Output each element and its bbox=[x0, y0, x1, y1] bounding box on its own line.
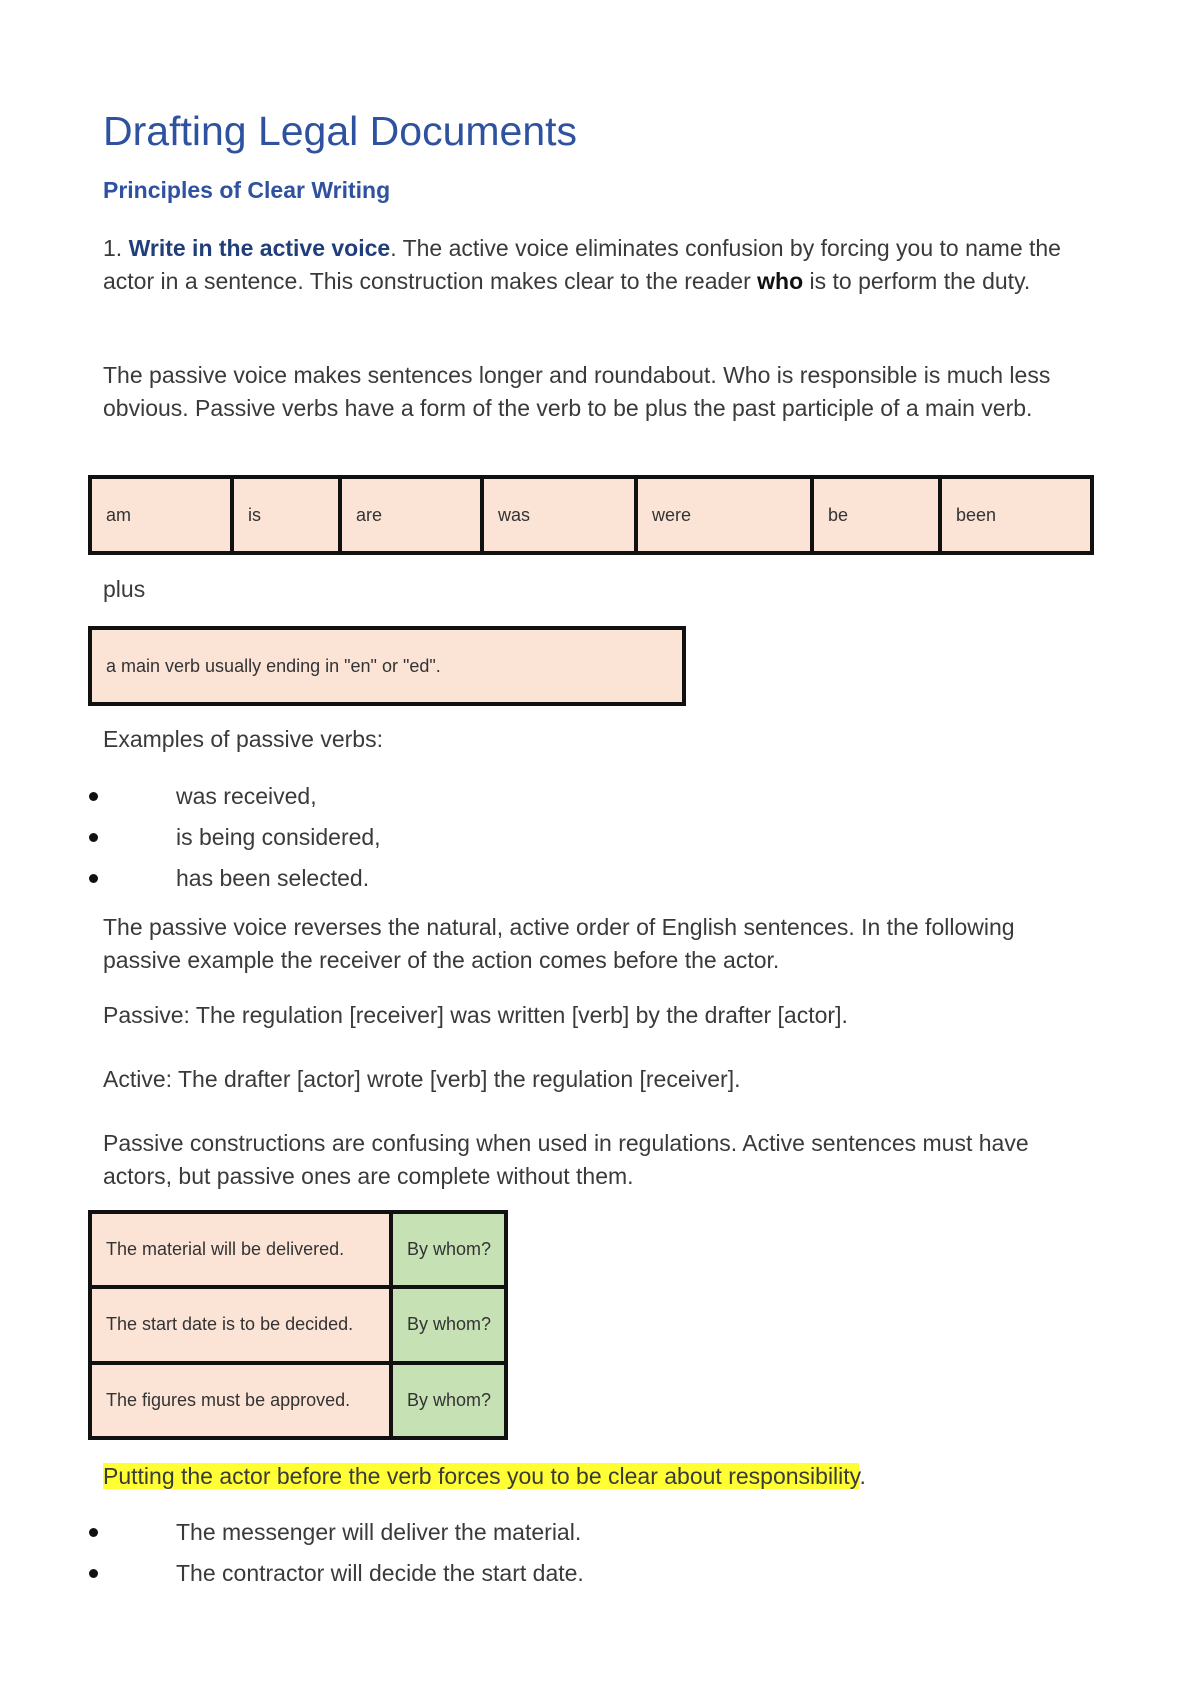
principle-lead: Write in the active voice bbox=[128, 235, 391, 261]
passive-sentence-cell: The material will be delivered. bbox=[90, 1212, 391, 1287]
list-item-text: is being considered, bbox=[176, 824, 381, 850]
passive-explanation: The passive voice makes sentences longer and roundabout. Who is responsible is much less obvious. Passive verbs have a form of the verb to be plus the past participle of a main verb. bbox=[103, 362, 1051, 421]
list-item-text: The messenger will deliver the material. bbox=[176, 1519, 582, 1545]
by-whom-table bbox=[88, 1210, 508, 1440]
to-be-cell: been bbox=[940, 477, 1092, 553]
to-be-cell: is bbox=[232, 477, 340, 553]
question-cell: By whom? bbox=[391, 1287, 506, 1362]
to-be-cell: be bbox=[812, 477, 940, 553]
table-row bbox=[90, 1363, 506, 1438]
table-row bbox=[90, 1287, 506, 1362]
passive-sentence-cell: The figures must be approved. bbox=[90, 1363, 391, 1438]
intro-text-1: . The active voice eliminates confusion by forcing you to name the actor in a sentence. This construction makes clear to the reader bbox=[103, 235, 1061, 294]
bullet-icon bbox=[89, 874, 98, 883]
examples-heading: Examples of passive verbs: bbox=[103, 726, 383, 752]
document-title: Drafting Legal Documents bbox=[103, 108, 578, 154]
main-verb-cell: a main verb usually ending in "en" or "ed". bbox=[90, 628, 684, 704]
question-cell: By whom? bbox=[391, 1212, 506, 1287]
intro-paragraph bbox=[103, 232, 1093, 297]
list-item-text: was received, bbox=[176, 783, 317, 809]
bullet-icon bbox=[89, 1569, 98, 1578]
intro-emphasis: who bbox=[757, 267, 804, 294]
question-cell: By whom? bbox=[391, 1363, 506, 1438]
highlight-trailing: . bbox=[859, 1463, 866, 1489]
table-row bbox=[90, 1212, 506, 1287]
to-be-cell: was bbox=[482, 477, 636, 553]
passive-sentence-cell: The start date is to be decided. bbox=[90, 1287, 391, 1362]
confusing-paragraph: Passive constructions are confusing when used in regulations. Active sentences must have actors, but passive ones are complete without them. bbox=[103, 1130, 1029, 1189]
to-be-cell: am bbox=[90, 477, 232, 553]
bullet-icon bbox=[89, 1528, 98, 1537]
highlighted-text: Putting the actor before the verb forces you to be clear about responsibility bbox=[103, 1463, 860, 1489]
list-item-text: The contractor will decide the start date. bbox=[176, 1560, 584, 1586]
list-number: 1. bbox=[103, 235, 129, 261]
to-be-cell: were bbox=[636, 477, 812, 553]
list-item-text: has been selected. bbox=[176, 865, 370, 891]
to-be-forms-table bbox=[88, 475, 1094, 555]
intro-text-2: is to perform the duty. bbox=[803, 267, 1031, 294]
bullet-icon bbox=[89, 833, 98, 842]
active-example-sentence: Active: The drafter [actor] wrote [verb] the regulation [receiver]. bbox=[103, 1066, 741, 1092]
reversal-paragraph: The passive voice reverses the natural, active order of English sentences. In the following passive example the receiver of the action comes before the actor. bbox=[103, 914, 1015, 973]
bullet-icon bbox=[89, 792, 98, 801]
highlight-paragraph bbox=[103, 1460, 1093, 1493]
section-heading: Principles of Clear Writing bbox=[103, 177, 391, 203]
plus-label: plus bbox=[103, 576, 146, 602]
to-be-cell: are bbox=[340, 477, 482, 553]
passive-example-sentence: Passive: The regulation [receiver] was written [verb] by the drafter [actor]. bbox=[103, 1002, 848, 1028]
main-verb-table bbox=[88, 626, 686, 706]
